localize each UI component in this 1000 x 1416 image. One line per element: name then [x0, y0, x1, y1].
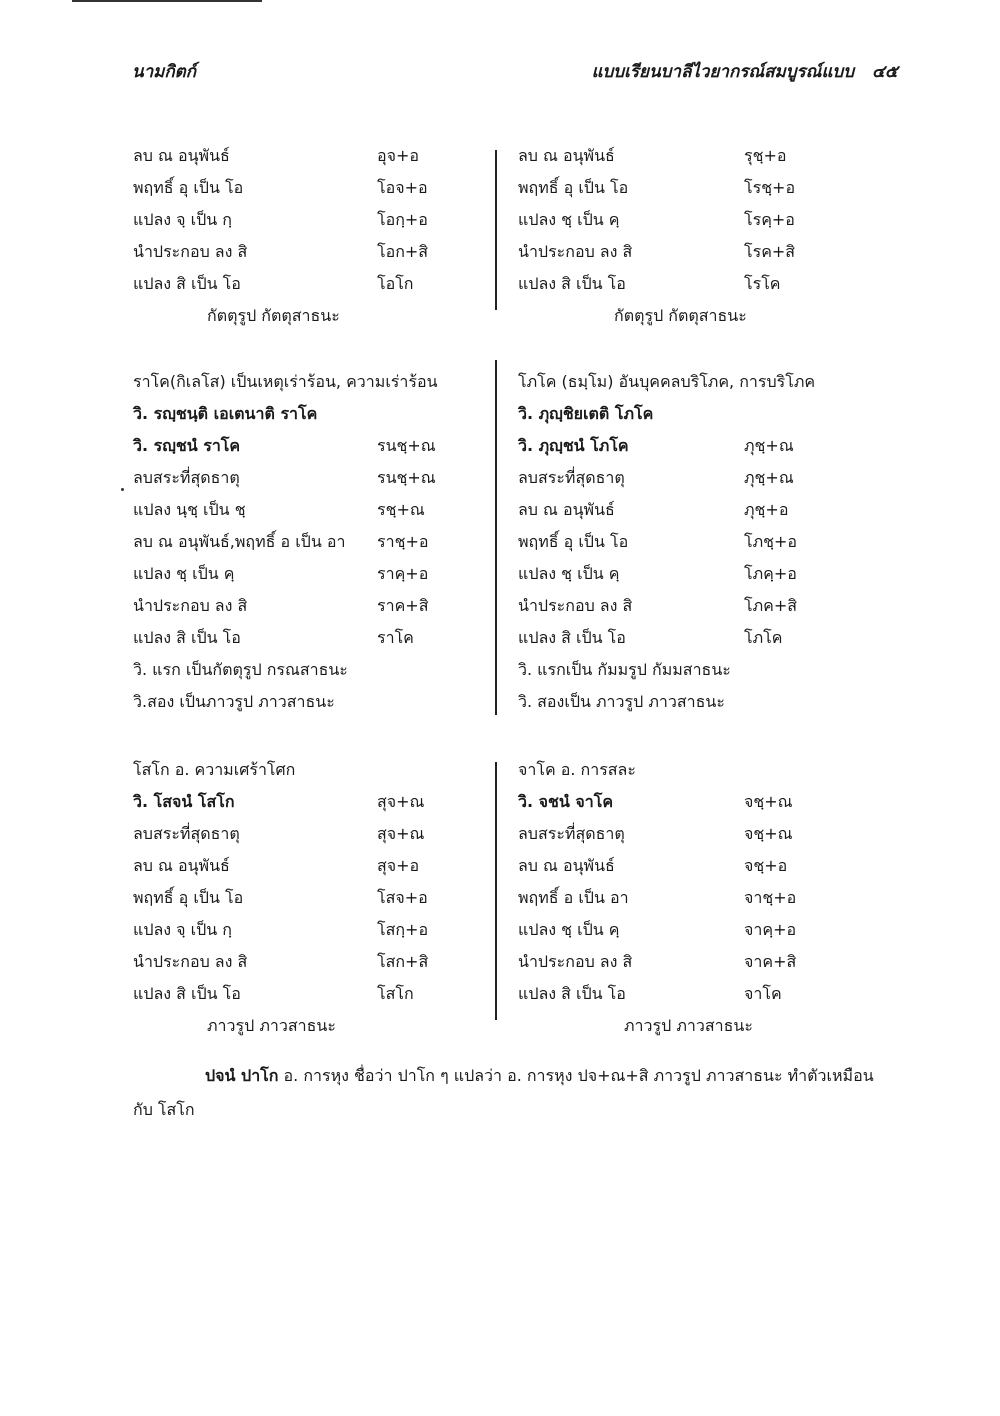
step-form: จาค+สิ: [744, 952, 797, 971]
step-label: พฤทธิ์ อ เป็น อา: [518, 888, 629, 907]
step-form: โสกฺ+อ: [377, 920, 429, 939]
step-form: โภค+สิ: [744, 596, 798, 615]
entry-heading: จาโค อ. การสละ: [518, 760, 636, 779]
step-form: โอกฺ+อ: [377, 210, 428, 229]
step-label: นำประกอบ ลง สิ: [518, 596, 633, 615]
step-label: นำประกอบ ลง สิ: [133, 952, 248, 971]
step-label: พฤทธิ์ อุ เป็น โอ: [133, 178, 244, 197]
step-label: ลบ ณ อนุพันธ์,พฤทธิ์ อ เป็น อา: [133, 532, 346, 551]
column-divider: [495, 762, 497, 1020]
step-form: สุจ+ณ: [377, 824, 425, 843]
column-divider: [495, 150, 497, 310]
voice-note: วิ. แรกเป็น กัมมรูป กัมมสาธนะ: [518, 660, 731, 679]
step-label: แปลง นฺชฺ เป็น ชฺ: [133, 500, 246, 519]
step-label: นำประกอบ ลง สิ: [518, 242, 633, 261]
definition-line: วิ. รญฺชนํ ราโค: [133, 436, 241, 455]
step-form: โอก+สิ: [377, 242, 429, 261]
step-form: โภชฺ+อ: [744, 532, 798, 551]
step-form: โรคฺ+อ: [744, 210, 795, 229]
top-rule: [72, 0, 262, 2]
step-form: อุจ+อ: [377, 146, 419, 165]
step-form: ราคฺ+อ: [377, 564, 429, 583]
step-label: แปลง จฺ เป็น กฺ: [133, 210, 232, 229]
step-label: แปลง สิ เป็น โอ: [133, 628, 241, 647]
step-form: โรค+สิ: [744, 242, 796, 261]
step-label: ลบ ณ อนุพันธ์: [133, 146, 230, 165]
closing-text-cont: กับ โสโก: [133, 1100, 195, 1119]
step-form: โรโค: [744, 274, 781, 293]
step-label: แปลง ชฺ เป็น คฺ: [518, 564, 620, 583]
step-form: ราโค: [377, 628, 414, 647]
page-number: ๔๕: [872, 62, 898, 82]
step-form: โภคฺ+อ: [744, 564, 797, 583]
step-label: ลบ ณ อนุพันธ์: [518, 856, 615, 875]
voice-note: วิ. สองเป็น ภาวรูป ภาวสาธนะ: [518, 692, 725, 711]
step-form: จชฺ+ณ: [744, 792, 793, 811]
step-form: จชฺ+ณ: [744, 824, 793, 843]
step-form: รุชฺ+อ: [744, 146, 787, 165]
step-label: แปลง ชฺ เป็น คฺ: [133, 564, 235, 583]
step-label: แปลง สิ เป็น โอ: [518, 628, 626, 647]
step-form: โสจ+อ: [377, 888, 428, 907]
closing-paragraph-cont: [133, 1094, 195, 1126]
entry-heading: โภโค (ธมฺโม) อันบุคคลบริโภค, การบริโภค: [518, 372, 816, 391]
step-form: สุจ+อ: [377, 856, 420, 875]
definition-line: วิ. ภุญฺชนํ โภโค: [518, 436, 629, 455]
step-label: พฤทธิ์ อุ เป็น โอ: [518, 178, 629, 197]
step-form: จชฺ+อ: [744, 856, 788, 875]
voice-classification: ภาวรูป ภาวสาธนะ: [624, 1016, 753, 1035]
step-form: โสโก: [377, 984, 414, 1003]
voice-note: วิ. แรก เป็นกัตตุรูป กรณสาธนะ: [133, 660, 348, 679]
voice-classification: กัตตุรูป กัตตุสาธนะ: [614, 306, 747, 325]
closing-paragraph: [205, 1060, 874, 1092]
voice-classification: กัตตุรูป กัตตุสาธนะ: [207, 306, 340, 325]
step-label: พฤทธิ์ อุ เป็น โอ: [518, 532, 629, 551]
step-label: ลบ ณ อนุพันธ์: [133, 856, 230, 875]
entry-heading: โสโก อ. ความเศร้าโศก: [133, 760, 296, 779]
step-label: แปลง ชฺ เป็น คฺ: [518, 920, 620, 939]
step-form: โภโค: [744, 628, 783, 647]
step-label: นำประกอบ ลง สิ: [518, 952, 633, 971]
step-label: ลบ ณ อนุพันธ์: [518, 500, 615, 519]
step-label: แปลง สิ เป็น โอ: [518, 274, 626, 293]
definition-line: วิ. โสจนํ โสโก: [133, 792, 235, 811]
step-form: ราชฺ+อ: [377, 532, 429, 551]
step-label: แปลง ชฺ เป็น คฺ: [518, 210, 620, 229]
step-form: สุจ+ณ: [377, 792, 425, 811]
definition-line: วิ. ภุญฺชิยเตติ โภโค: [518, 404, 654, 423]
step-label: พฤทธิ์ อุ เป็น โอ: [133, 888, 244, 907]
column-divider: [495, 360, 497, 715]
step-form: โอจ+อ: [377, 178, 428, 197]
step-form: รชฺ+ณ: [377, 500, 425, 519]
voice-note: วิ.สอง เป็นภาวรูป ภาวสาธนะ: [133, 692, 335, 711]
closing-text: อ. การหุง ชื่อว่า ปาโก ๆ แปลว่า อ. การหุง ปจ+ณ+สิ ภาวรูป ภาวสาธนะ ทำตัวเหมือน: [278, 1066, 874, 1085]
step-form: รนชฺ+ณ: [377, 468, 436, 487]
print-speck: [121, 488, 124, 491]
step-form: จาโค: [744, 984, 782, 1003]
definition-line: วิ. รญฺชนฺติ เอเตนาติ ราโค: [133, 404, 318, 423]
step-label: นำประกอบ ลง สิ: [133, 242, 248, 261]
step-label: ลบสระที่สุดธาตุ: [518, 824, 625, 843]
step-form: ราค+สิ: [377, 596, 429, 615]
step-form: จาคฺ+อ: [744, 920, 797, 939]
step-label: ลบ ณ อนุพันธ์: [518, 146, 615, 165]
step-form: รนชฺ+ณ: [377, 436, 436, 455]
step-label: แปลง สิ เป็น โอ: [133, 984, 241, 1003]
step-label: นำประกอบ ลง สิ: [133, 596, 248, 615]
step-form: จาชฺ+อ: [744, 888, 797, 907]
step-label: แปลง จฺ เป็น กฺ: [133, 920, 232, 939]
running-head-right: แบบเรียนบาลีไวยากรณ์สมบูรณ์แบบ: [591, 62, 854, 82]
step-label: ลบสระที่สุดธาตุ: [133, 468, 240, 487]
step-label: แปลง สิ เป็น โอ: [518, 984, 626, 1003]
step-label: ลบสระที่สุดธาตุ: [518, 468, 625, 487]
step-form: โอโก: [377, 274, 414, 293]
step-form: ภุชฺ+อ: [744, 500, 789, 519]
step-form: โรชฺ+อ: [744, 178, 796, 197]
closing-term: ปจนํ ปาโก: [205, 1066, 279, 1085]
voice-classification: ภาวรูป ภาวสาธนะ: [207, 1016, 336, 1035]
step-form: ภุชฺ+ณ: [744, 468, 794, 487]
step-label: แปลง สิ เป็น โอ: [133, 274, 241, 293]
step-form: โสก+สิ: [377, 952, 429, 971]
entry-heading: ราโค(กิเลโส) เป็นเหตุเร่าร้อน, ความเร่าร้อน: [133, 372, 438, 391]
step-form: ภุชฺ+ณ: [744, 436, 794, 455]
step-label: ลบสระที่สุดธาตุ: [133, 824, 240, 843]
definition-line: วิ. จชนํ จาโค: [518, 792, 614, 811]
running-head-left: นามกิตก์: [132, 62, 196, 82]
